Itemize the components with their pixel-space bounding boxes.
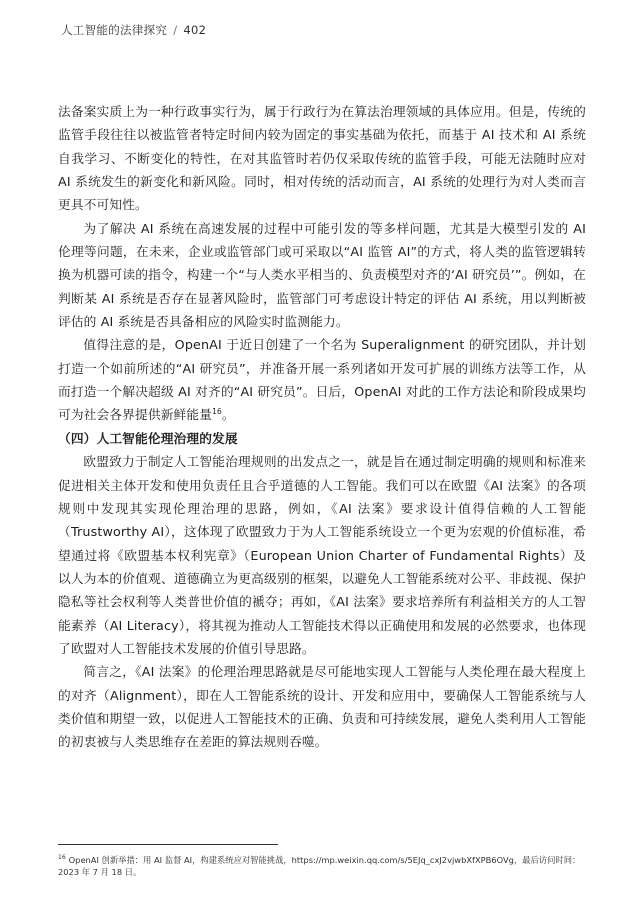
paragraph-3-end: 。 — [221, 407, 235, 423]
paragraph-1: 法备案实质上为一种行政事实行为，属于行政行为在算法治理领域的具体应用。但是，传统的监管手段往往以被监管者特定时间内较为固定的事实基础为依托，而基于 AI 技术和 AI 系统自我学习、不断变化的特性，在对其监管时若仍仅采取传统的监管手段，可能无法随时应对 AI 系统发生的新变化和新风险。同时，相对传统的活动而言，AI 系统的处理行为对人类而言更具不可知性。 — [58, 104, 586, 213]
header-separator: / — [173, 23, 178, 37]
footnote-text: OpenAI 创新举措：用 AI 监督 AI，构建系统应对智能挑战，https://mp.weixin.qq.com/s/5EJq_cxJ2vjwbXfXPB6OVg，最后访问时间：2023 年 7 月 18 日。 — [58, 854, 581, 877]
running-header — [61, 22, 206, 38]
paragraph-5: 简言之，《AI 法案》的伦理治理思路就是尽可能地实现人工智能与人类伦理在最大程度上的对齐（Alignment），即在人工智能系统的设计、开发和应用中，要确保人工智能系统与人类价值和期望一致，以促进人工智能技术的正确、负责和可持续发展，避免人类利用人工智能的初衷被与人类思维存在差距的算法规则吞噬。 — [58, 664, 586, 750]
footnote-reference[interactable]: 16 — [212, 407, 222, 417]
footnote-divider — [58, 844, 278, 845]
book-title: 人工智能的法律探究 — [61, 23, 168, 37]
footnote — [58, 852, 586, 878]
section-heading: （四）人工智能伦理治理的发展 — [58, 430, 238, 446]
paragraph-3-text: 值得注意的是，OpenAI 于近日创建了一个名为 Superalignment 的研究团队，并计划打造一个如前所述的“AI 研究员”，并准备开展一系列诸如开发可扩展的训练方法等工作，从而打造一个解决超级 AI 对齐的“AI 研究员”。日后，OpenAI 对此的工作方法论和阶段成果均可为社会各界提供新鲜能量 — [58, 337, 586, 423]
page-number: 402 — [183, 23, 207, 37]
footnote-number: 16 — [58, 854, 66, 861]
main-text — [58, 100, 586, 754]
paragraph-3 — [58, 333, 586, 426]
paragraph-4: 欧盟致力于制定人工智能治理规则的出发点之一，就是旨在通过制定明确的规则和标准来促进相关主体开发和使用负责任且合乎道德的人工智能。我们可以在欧盟《AI 法案》的各项规则中发现其实现伦理治理的思路，例如，《AI 法案》要求设计值得信赖的人工智能（Trustworthy AI），这体现了欧盟致力于为人工智能系统设立一个更为宏观的价值标准，希望通过将《欧盟基本权利宪章》（European Union Charter of Fundamental Rights）及以人为本的价值观、道德确立为更高级别的框架，以避免人工智能系统对公平、非歧视、保护隐私等社会权利等人类普世价值的褫夺；再如，《AI 法案》要求培养所有利益相关方的人工智能素养（AI Literacy），将其视为推动人工智能技术得以正确使用和发展的必然要求，也体现了欧盟对人工智能技术发展的价值引导思路。 — [58, 454, 586, 656]
paragraph-2: 为了解决 AI 系统在高速发展的过程中可能引发的等多样问题，尤其是大模型引发的 AI 伦理等问题，在未来，企业或监管部门或可采取以“AI 监管 AI”的方式，将人类的监管逻辑转换为机器可读的指令，构建一个“与人类水平相当的、负责模型对齐的‘AI 研究员’”。例如，在判断某 AI 系统是否存在显著风险时，监管部门可考虑设计特定的评估 AI 系统，用以判断被评估的 AI 系统是否具备相应的风险实时监测能力。 — [58, 220, 586, 330]
